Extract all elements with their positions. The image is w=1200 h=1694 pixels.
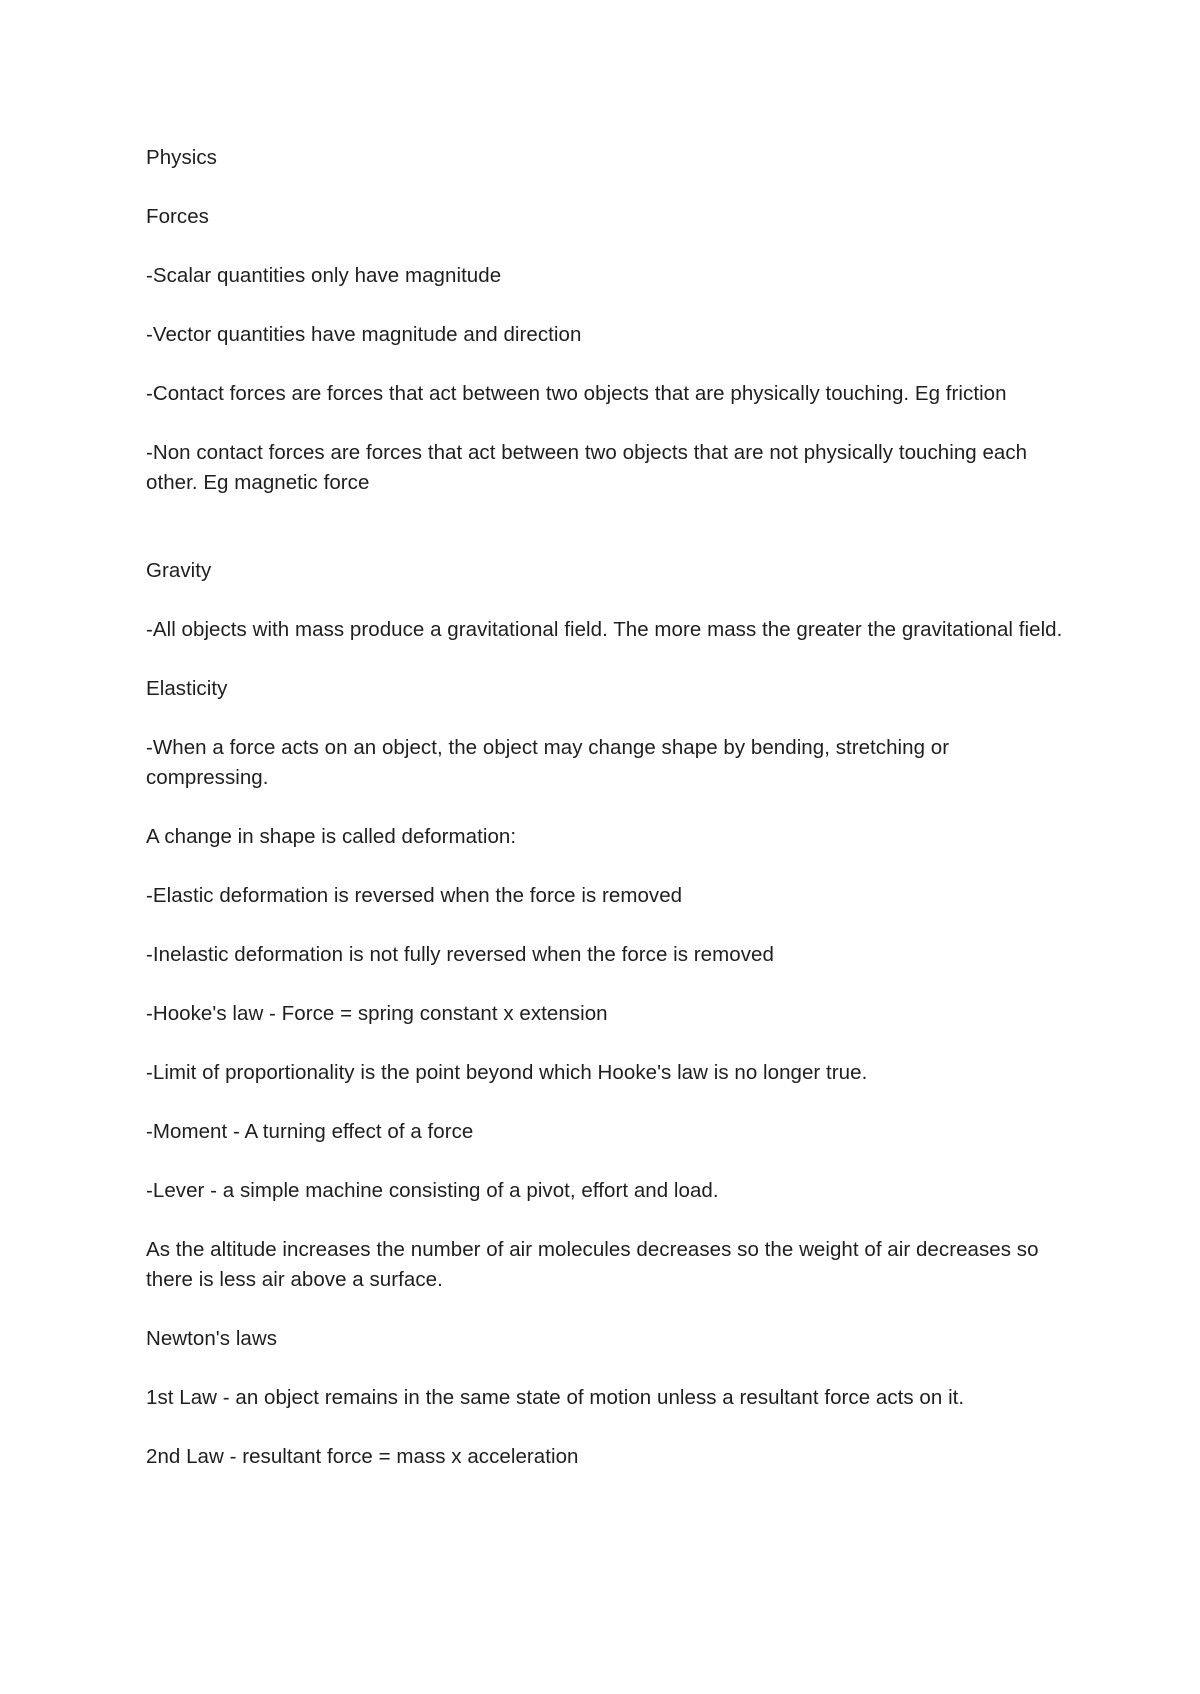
document-body bbox=[146, 143, 1066, 1501]
section-heading-forces: Forces bbox=[146, 205, 209, 228]
section-heading-elasticity: Elasticity bbox=[146, 677, 228, 700]
paragraph-gravitational-field: -All objects with mass produce a gravitational field. The more mass the greater the gravitational field. bbox=[146, 618, 1063, 641]
section-heading-gravity: Gravity bbox=[146, 559, 212, 582]
paragraph-second-law: 2nd Law - resultant force = mass x acceleration bbox=[146, 1445, 579, 1468]
paragraph-inelastic-deformation: -Inelastic deformation is not fully reversed when the force is removed bbox=[146, 943, 774, 966]
paragraph-force-changes-shape: -When a force acts on an object, the object may change shape by bending, stretching or compressing. bbox=[146, 736, 950, 789]
paragraph-scalar-quantities: -Scalar quantities only have magnitude bbox=[146, 264, 502, 287]
paragraph-elastic-deformation: -Elastic deformation is reversed when the force is removed bbox=[146, 884, 683, 907]
paragraph-non-contact-forces: -Non contact forces are forces that act between two objects that are not physically touching each other. Eg magnetic force bbox=[146, 441, 1028, 494]
paragraph-vector-quantities: -Vector quantities have magnitude and direction bbox=[146, 323, 582, 346]
section-heading-newtons-laws: Newton's laws bbox=[146, 1327, 278, 1350]
paragraph-lever: -Lever - a simple machine consisting of a pivot, effort and load. bbox=[146, 1179, 719, 1202]
paragraph-contact-forces: -Contact forces are forces that act between two objects that are physically touching. Eg friction bbox=[146, 382, 1007, 405]
paragraph-first-law: 1st Law - an object remains in the same state of motion unless a resultant force acts on it. bbox=[146, 1386, 965, 1409]
paragraph-hookes-law: -Hooke's law - Force = spring constant x extension bbox=[146, 1002, 608, 1025]
paragraph-moment: -Moment - A turning effect of a force bbox=[146, 1120, 474, 1143]
paragraph-deformation: A change in shape is called deformation: bbox=[146, 825, 517, 848]
paragraph-limit-of-proportionality: -Limit of proportionality is the point beyond which Hooke's law is no longer true. bbox=[146, 1061, 868, 1084]
paragraph-air-pressure: As the altitude increases the number of air molecules decreases so the weight of air decreases so there is less air above a surface. bbox=[146, 1238, 1039, 1291]
document-title: Physics bbox=[146, 146, 217, 169]
